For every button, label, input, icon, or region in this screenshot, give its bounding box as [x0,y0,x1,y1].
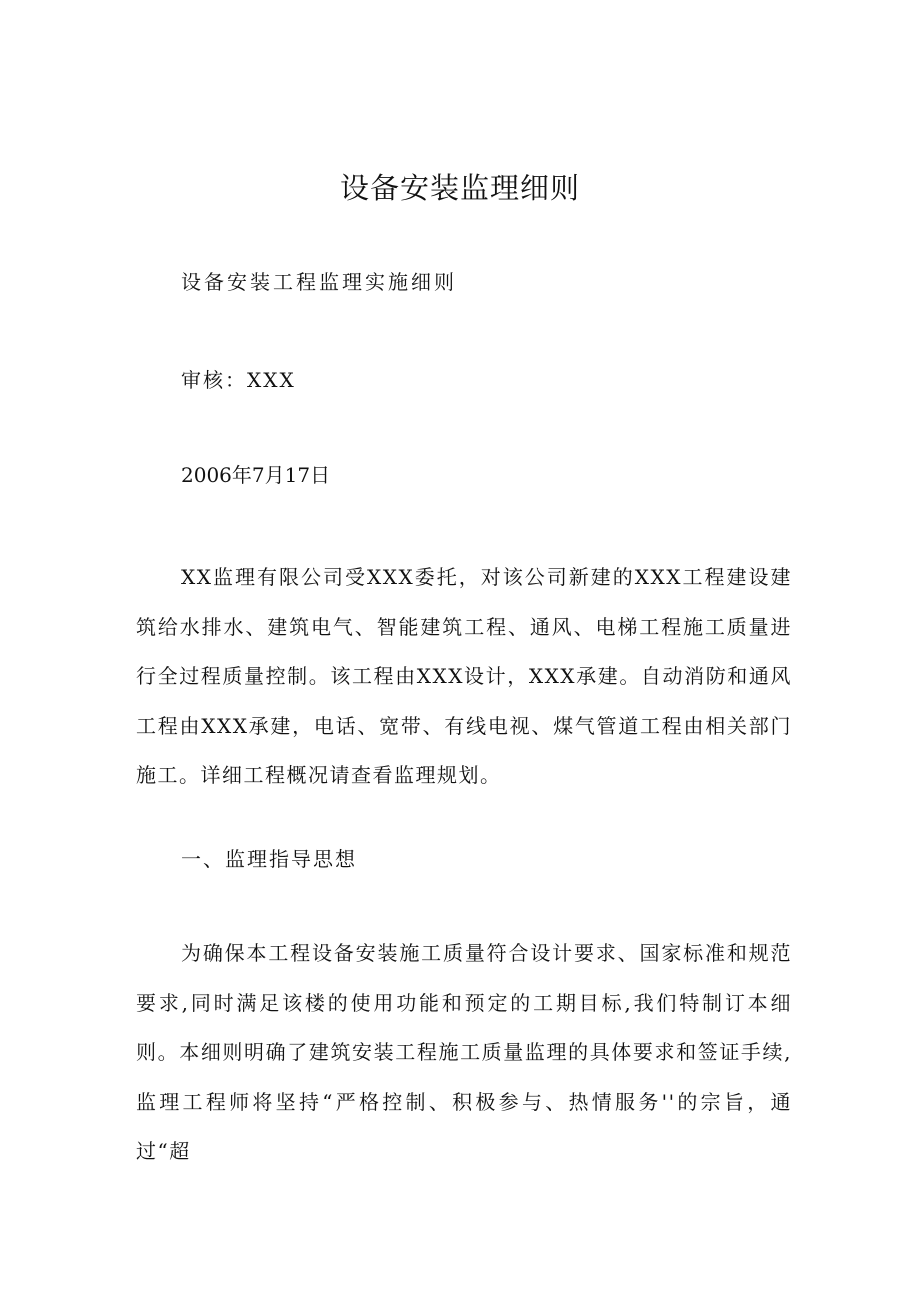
overview-paragraph: XX监理有限公司受XXX委托，对该公司新建的XXX工程建设建筑给水排水、建筑电气、智能建筑工程、通风、电梯工程施工质量进行全过程质量控制。该工程由XXX设计，XXX承建。自动消防和通风工程由XXX承建，电话、宽带、有线电视、煤气管道工程由相关部门施工。详细工程概况请查看监理规划。 [136,565,792,787]
guiding-thought-paragraph: 为确保本工程设备安装施工质量符合设计要求、国家标准和规范要求,同时满足该楼的使用功能和预定的工期目标,我们特制订本细则。本细则明确了建筑安装工程施工质量监理的具体要求和签证手续,监理工程师将坚持“严格控制、积极参与、热情服务''的宗旨，通过“超 [136,941,792,1163]
document-subtitle: 设备安装工程监理实施细则 [181,270,457,294]
document-title: 设备安装监理细则 [339,171,580,205]
section-heading-guiding-thought: 一、监理指导思想 [181,847,357,871]
date-line: 2006年7月17日 [181,463,331,487]
reviewer-line: 审核：XXX [181,368,296,392]
